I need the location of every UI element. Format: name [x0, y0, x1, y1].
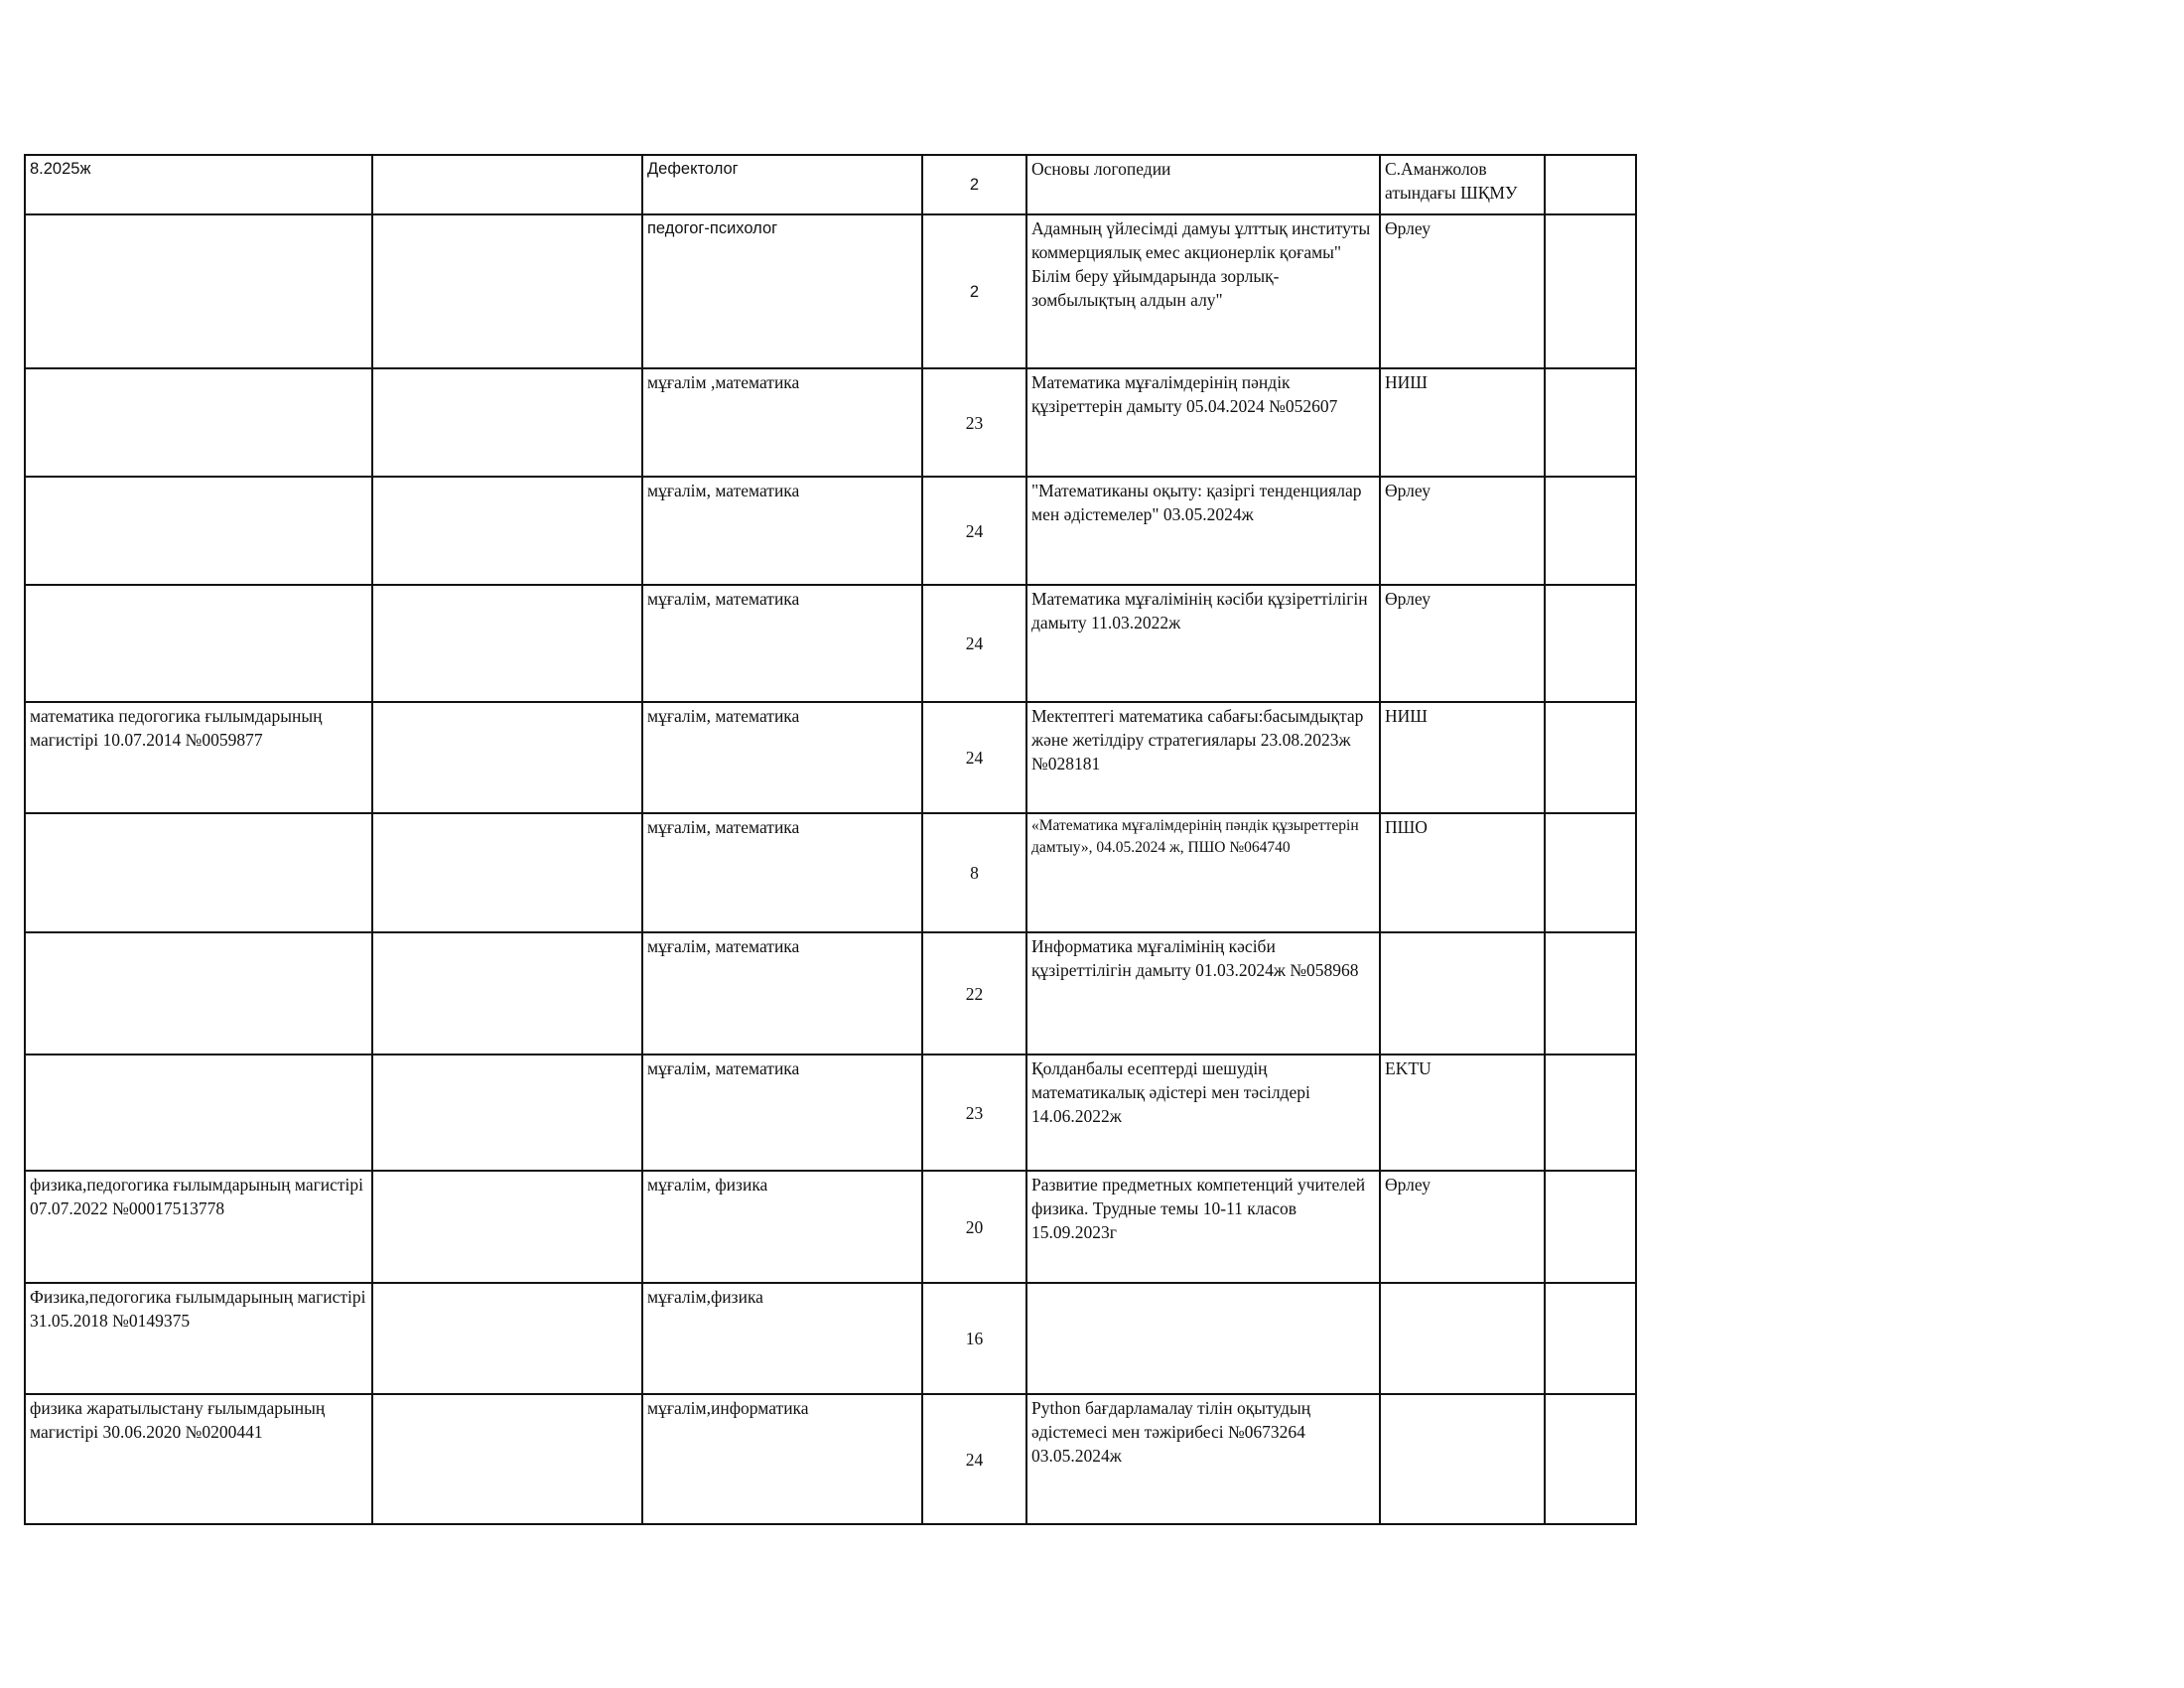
qualification-cell: 8.2025ж: [25, 155, 372, 214]
position-cell: мұғалім, математика: [642, 702, 922, 813]
empty-cell: [1545, 477, 1636, 585]
course-cell: Адамның үйлесімді дамуы ұлттық институты коммерциялық емес акционерлік қоғамы" Білім беру ұйымдарында зорлық-зомбылықтың алдын алу": [1026, 214, 1380, 368]
table-row: [25, 585, 1636, 702]
provider-cell: EKTU: [1380, 1055, 1545, 1171]
qualification-cell: математика педогогика ғылымдарының магистірі 10.07.2014 №0059877: [25, 702, 372, 813]
table-row: [25, 155, 1636, 214]
provider-cell: Өрлеу: [1380, 477, 1545, 585]
hours-cell: 20: [922, 1171, 1026, 1283]
course-cell: Информатика мұғалімінің кәсіби құзіреттілігін дамыту 01.03.2024ж №058968: [1026, 932, 1380, 1055]
qualification-cell: [25, 214, 372, 368]
empty-cell: [1545, 813, 1636, 932]
qualification-cell: физика,педогогика ғылымдарының магистірі 07.07.2022 №00017513778: [25, 1171, 372, 1283]
course-cell: "Математиканы оқыту: қазіргі тенденциялар мен әдістемелер" 03.05.2024ж: [1026, 477, 1380, 585]
empty-cell: [1545, 368, 1636, 477]
position-cell: мұғалім, математика: [642, 932, 922, 1055]
provider-cell: [1380, 932, 1545, 1055]
empty-cell: [372, 1055, 642, 1171]
qualification-cell: [25, 1055, 372, 1171]
qualification-cell: [25, 585, 372, 702]
empty-cell: [1545, 702, 1636, 813]
provider-cell: ПШО: [1380, 813, 1545, 932]
position-cell: Дефектолог: [642, 155, 922, 214]
qualification-cell: Физика,педогогика ғылымдарының магистірі 31.05.2018 №0149375: [25, 1283, 372, 1394]
hours-cell: 24: [922, 702, 1026, 813]
empty-cell: [372, 702, 642, 813]
qualification-cell: физика жаратылыстану ғылымдарының магистірі 30.06.2020 №0200441: [25, 1394, 372, 1524]
course-cell: Python бағдарламалау тілін оқытудың әдістемесі мен тәжірибесі №0673264 03.05.2024ж: [1026, 1394, 1380, 1524]
empty-cell: [372, 1283, 642, 1394]
provider-text: С.Аманжолов атындағы ШҚМУ: [1385, 159, 1518, 203]
position-cell: мұғалім, физика: [642, 1171, 922, 1283]
course-cell: Мектептегі математика сабағы:басымдықтар және жетілдіру стратегиялары 23.08.2023ж №028181: [1026, 702, 1380, 813]
provider-cell: [1380, 1394, 1545, 1524]
provider-cell: Өрлеу: [1380, 214, 1545, 368]
empty-cell: [372, 1394, 642, 1524]
table-row: [25, 702, 1636, 813]
course-cell: Математика мұғалімінің кәсіби құзіреттілігін дамыту 11.03.2022ж: [1026, 585, 1380, 702]
course-cell: Математика мұғалімдерінің пәндік құзіреттерін дамыту 05.04.2024 №052607: [1026, 368, 1380, 477]
empty-cell: [1545, 1394, 1636, 1524]
empty-cell: [372, 368, 642, 477]
training-records-table: [24, 154, 1637, 1525]
hours-cell: 22: [922, 932, 1026, 1055]
hours-cell: 23: [922, 368, 1026, 477]
hours-cell: 24: [922, 585, 1026, 702]
hours-cell: 16: [922, 1283, 1026, 1394]
provider-cell: [1380, 1283, 1545, 1394]
empty-cell: [1545, 932, 1636, 1055]
position-cell: мұғалім, математика: [642, 1055, 922, 1171]
position-cell: педогог-психолог: [642, 214, 922, 368]
table-row: [25, 214, 1636, 368]
empty-cell: [1545, 1171, 1636, 1283]
table-row: [25, 813, 1636, 932]
course-cell: Развитие предметных компетенций учителей физика. Трудные темы 10-11 класов 15.09.2023г: [1026, 1171, 1380, 1283]
position-cell: мұғалім, математика: [642, 585, 922, 702]
qualification-cell: [25, 368, 372, 477]
table-row: [25, 1055, 1636, 1171]
empty-cell: [372, 932, 642, 1055]
empty-cell: [1545, 214, 1636, 368]
course-cell: «Математика мұғалімдерінің пәндік құзыреттерін дамтыу», 04.05.2024 ж, ПШО №064740: [1026, 813, 1380, 932]
provider-cell: Өрлеу: [1380, 585, 1545, 702]
position-cell: мұғалім,информатика: [642, 1394, 922, 1524]
empty-cell: [372, 214, 642, 368]
course-cell: Основы логопедии: [1026, 155, 1380, 214]
empty-cell: [1545, 155, 1636, 214]
hours-cell: 2: [922, 155, 1026, 214]
provider-cell: НИШ: [1380, 702, 1545, 813]
empty-cell: [372, 585, 642, 702]
table-row: [25, 1394, 1636, 1524]
table-row: [25, 1283, 1636, 1394]
table-row: [25, 368, 1636, 477]
position-cell: мұғалім, математика: [642, 813, 922, 932]
empty-cell: [372, 155, 642, 214]
provider-cell: Өрлеу: [1380, 1171, 1545, 1283]
table-row: [25, 1171, 1636, 1283]
empty-cell: [1545, 1055, 1636, 1171]
qualification-cell: [25, 477, 372, 585]
position-cell: мұғалім,физика: [642, 1283, 922, 1394]
hours-cell: 23: [922, 1055, 1026, 1171]
course-cell: [1026, 1283, 1380, 1394]
provider-cell: НИШ: [1380, 368, 1545, 477]
position-cell: мұғалім ,математика: [642, 368, 922, 477]
course-cell: Қолданбалы есептерді шешудің математикалық әдістері мен тәсілдері 14.06.2022ж: [1026, 1055, 1380, 1171]
hours-cell: 8: [922, 813, 1026, 932]
empty-cell: [372, 1171, 642, 1283]
table-row: [25, 477, 1636, 585]
empty-cell: [372, 477, 642, 585]
qualification-cell: [25, 813, 372, 932]
position-cell: мұғалім, математика: [642, 477, 922, 585]
empty-cell: [372, 813, 642, 932]
empty-cell: [1545, 1283, 1636, 1394]
hours-cell: 24: [922, 477, 1026, 585]
hours-cell: 2: [922, 214, 1026, 368]
table-row: [25, 932, 1636, 1055]
qualification-cell: [25, 932, 372, 1055]
provider-cell: [1380, 155, 1545, 214]
empty-cell: [1545, 585, 1636, 702]
hours-cell: 24: [922, 1394, 1026, 1524]
